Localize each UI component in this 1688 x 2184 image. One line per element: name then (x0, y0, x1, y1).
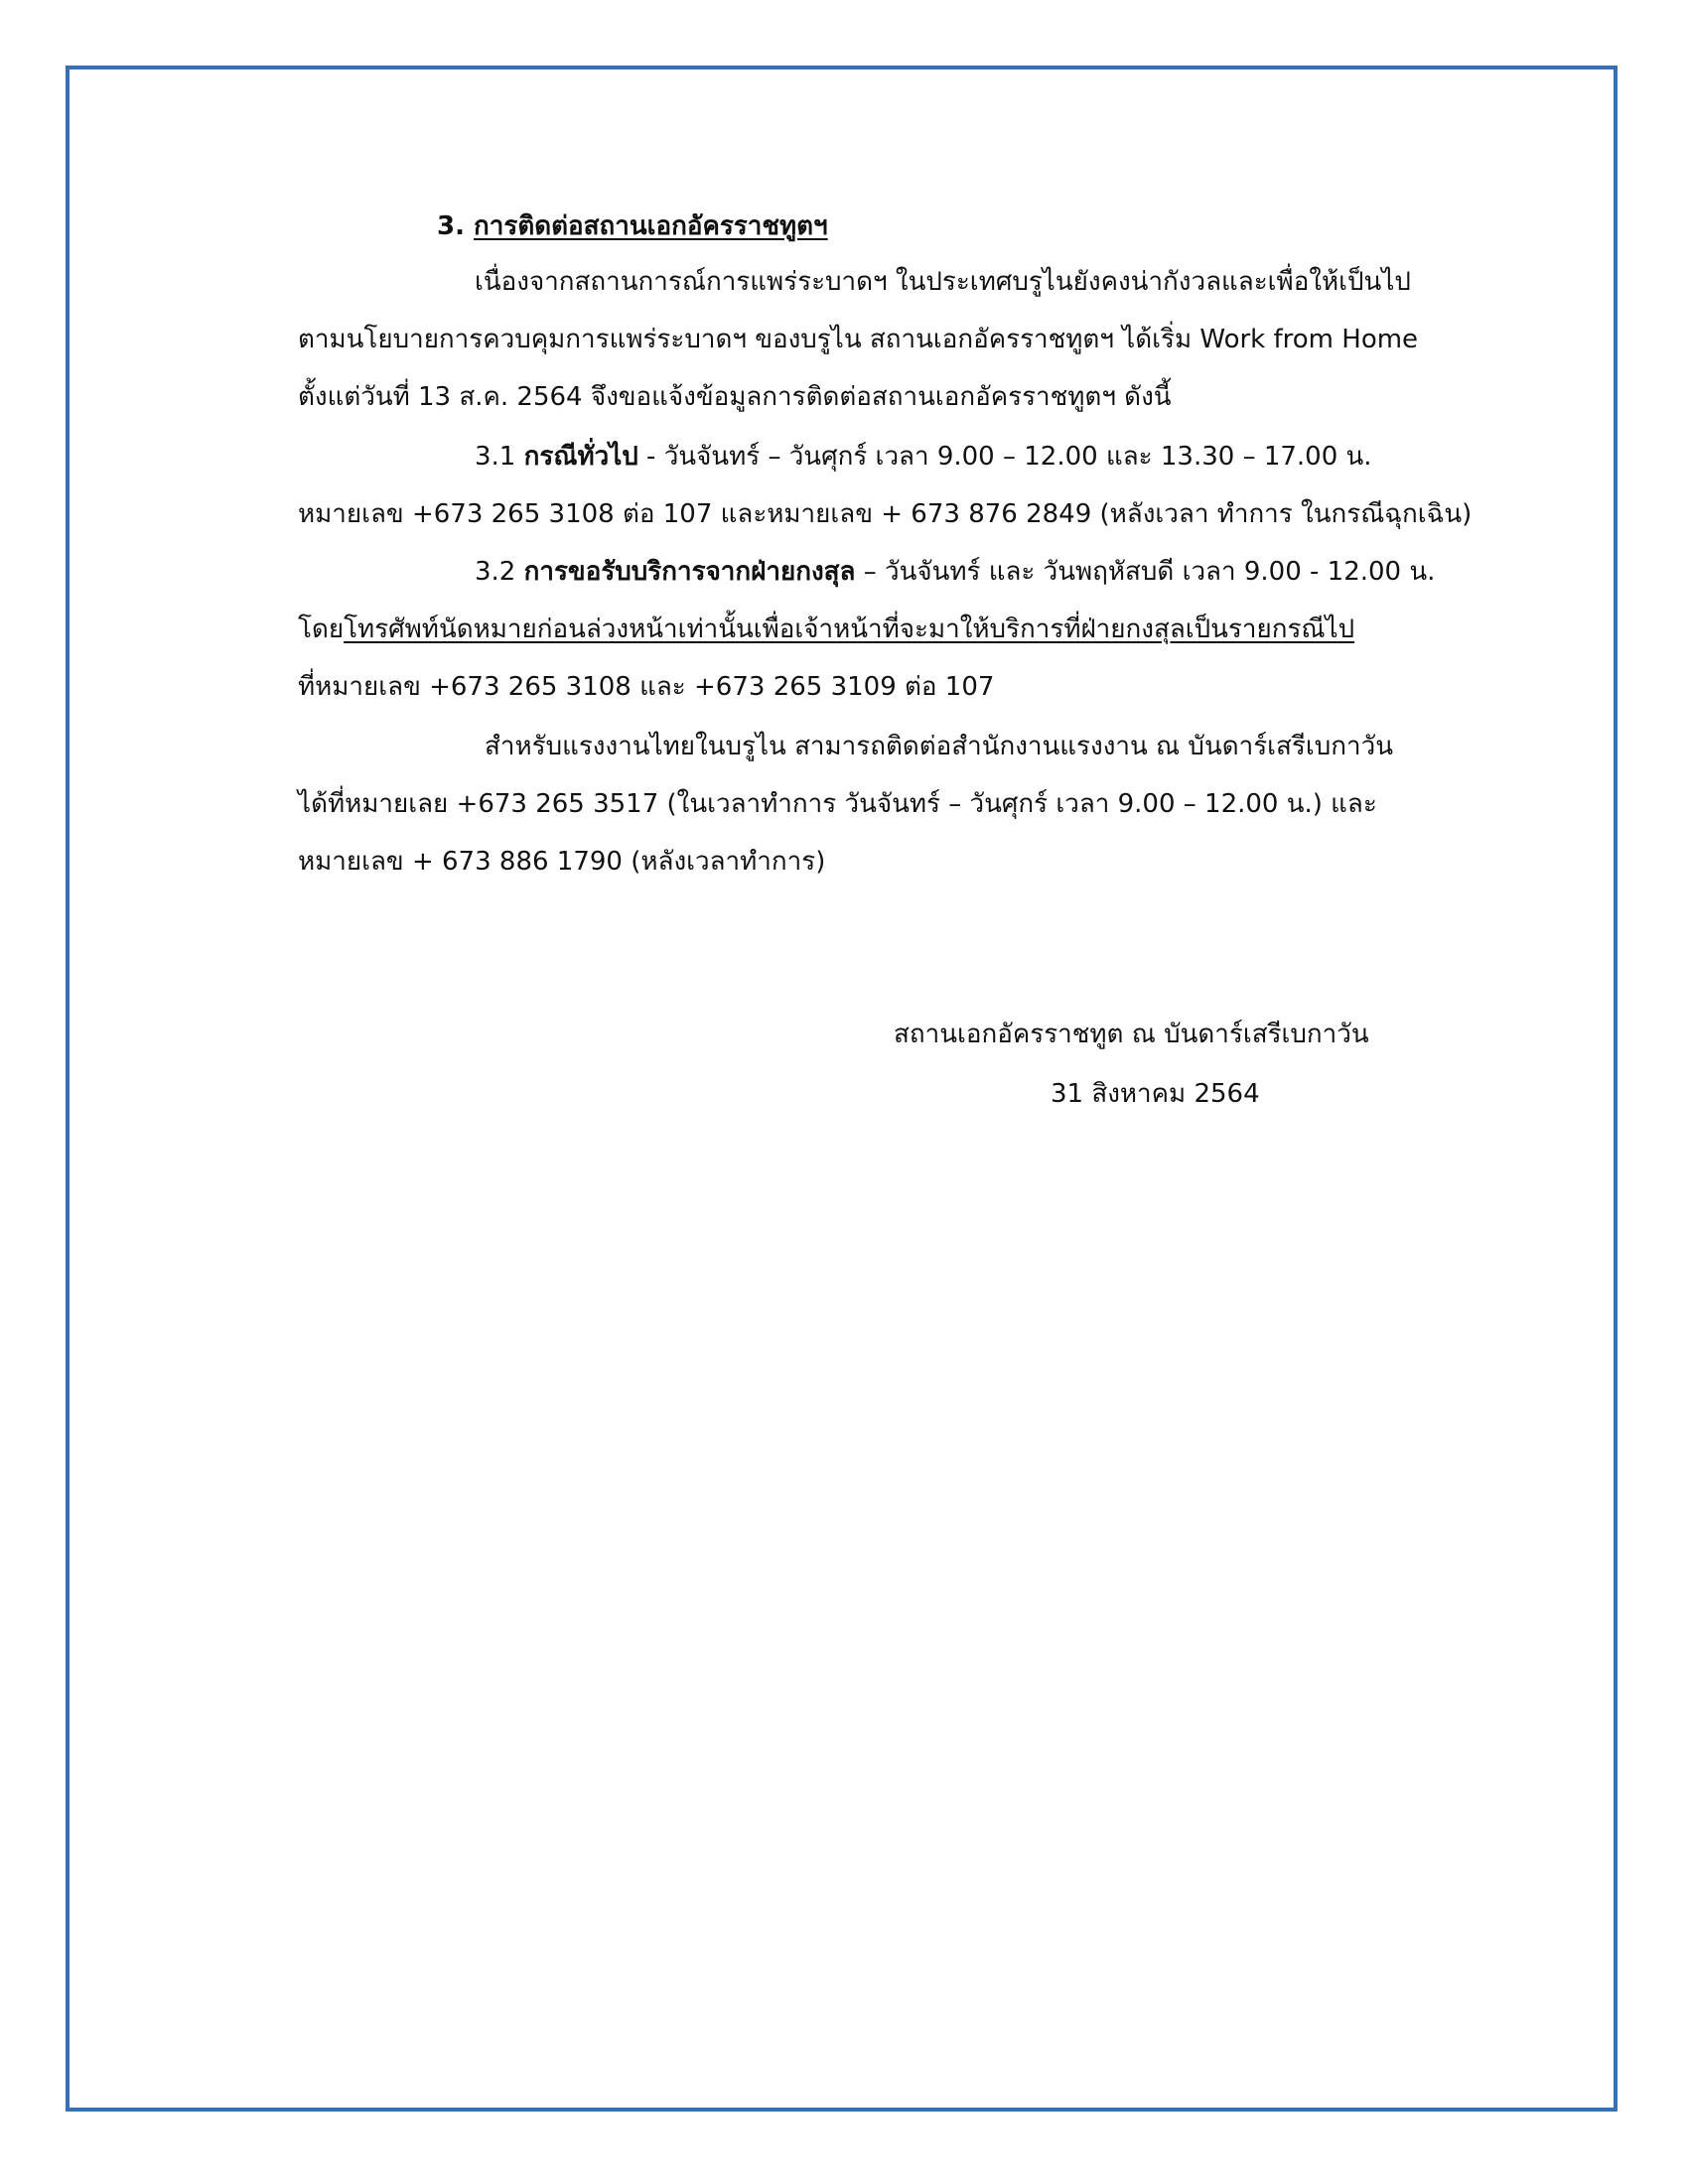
item-3-2-number: 3.2 (475, 557, 516, 587)
item-3-1-hours: - วันจันทร์ – วันศุกร์ เวลา 9.00 – 12.00 และ 13.30 – 17.00 น. (637, 442, 1372, 472)
item-3-2-hours: – วันจันทร์ และ วันพฤหัสบดี เวลา 9.00 - 12.00 น. (855, 557, 1436, 587)
section-title: การติดต่อสถานเอกอัครราชทูตฯ (474, 211, 828, 241)
item-3-2-appointment-note: โทรศัพท์นัดหมายก่อนล่วงหน้าเท่านั้นเพื่อเจ้าหน้าที่จะมาให้บริการที่ฝ่ายกงสุลเป็นรายกรณีไป (344, 614, 1355, 644)
intro-line-1: เนื่องจากสถานการณ์การแพร่ระบาดฯ ในประเทศบรูไนยังคงน่ากังวลและเพื่อให้เป็นไป (475, 267, 1411, 297)
item-3-2-line-2 (298, 610, 1354, 649)
section-heading (437, 206, 828, 246)
intro-line-2: ตามนโยบายการควบคุมการแพร่ระบาดฯ ของบรูไน สถานเอกอัครราชทูตฯ ได้เริ่ม Work from Home (298, 325, 1419, 354)
item-3-1-number: 3.1 (475, 442, 516, 472)
item-3-2-prefix: โดย (298, 614, 345, 644)
item-3-2-line-3: ที่หมายเลข +673 265 3108 และ +673 265 3109 ต่อ 107 (298, 672, 995, 702)
signature-date: 31 สิงหาคม 2564 (1051, 1079, 1260, 1109)
item-3-1-line-1 (475, 437, 1372, 477)
item-3-2-line-1 (475, 552, 1435, 592)
section-number: 3. (437, 211, 465, 241)
page-border (66, 66, 1618, 2112)
labour-line-2: ได้ที่หมายเลย +673 265 3517 (ในเวลาทำการ วันจันทร์ – วันศุกร์ เวลา 9.00 – 12.00 น.) และ (298, 789, 1377, 819)
signature-office: สถานเอกอัครราชทูต ณ บันดาร์เสรีเบกาวัน (894, 1020, 1369, 1049)
item-3-1-title: กรณีทั่วไป (523, 442, 638, 472)
labour-line-1: สำหรับแรงงานไทยในบรูไน สามารถติดต่อสำนักงานแรงงาน ณ บันดาร์เสรีเบกาวัน (485, 732, 1393, 761)
item-3-1-line-2: หมายเลข +673 265 3108 ต่อ 107 และหมายเลข + 673 876 2849 (หลังเวลา ทำการ ในกรณีฉุกเฉิน) (298, 499, 1473, 529)
labour-line-3: หมายเลข + 673 886 1790 (หลังเวลาทำการ) (298, 847, 826, 877)
item-3-2-title: การขอรับบริการจากฝ่ายกงสุล (523, 557, 856, 587)
intro-line-3: ตั้งแต่วันที่ 13 ส.ค. 2564 จึงขอแจ้งข้อมูลการติดต่อสถานเอกอัครราชทูตฯ ดังนี้ (298, 382, 1172, 412)
